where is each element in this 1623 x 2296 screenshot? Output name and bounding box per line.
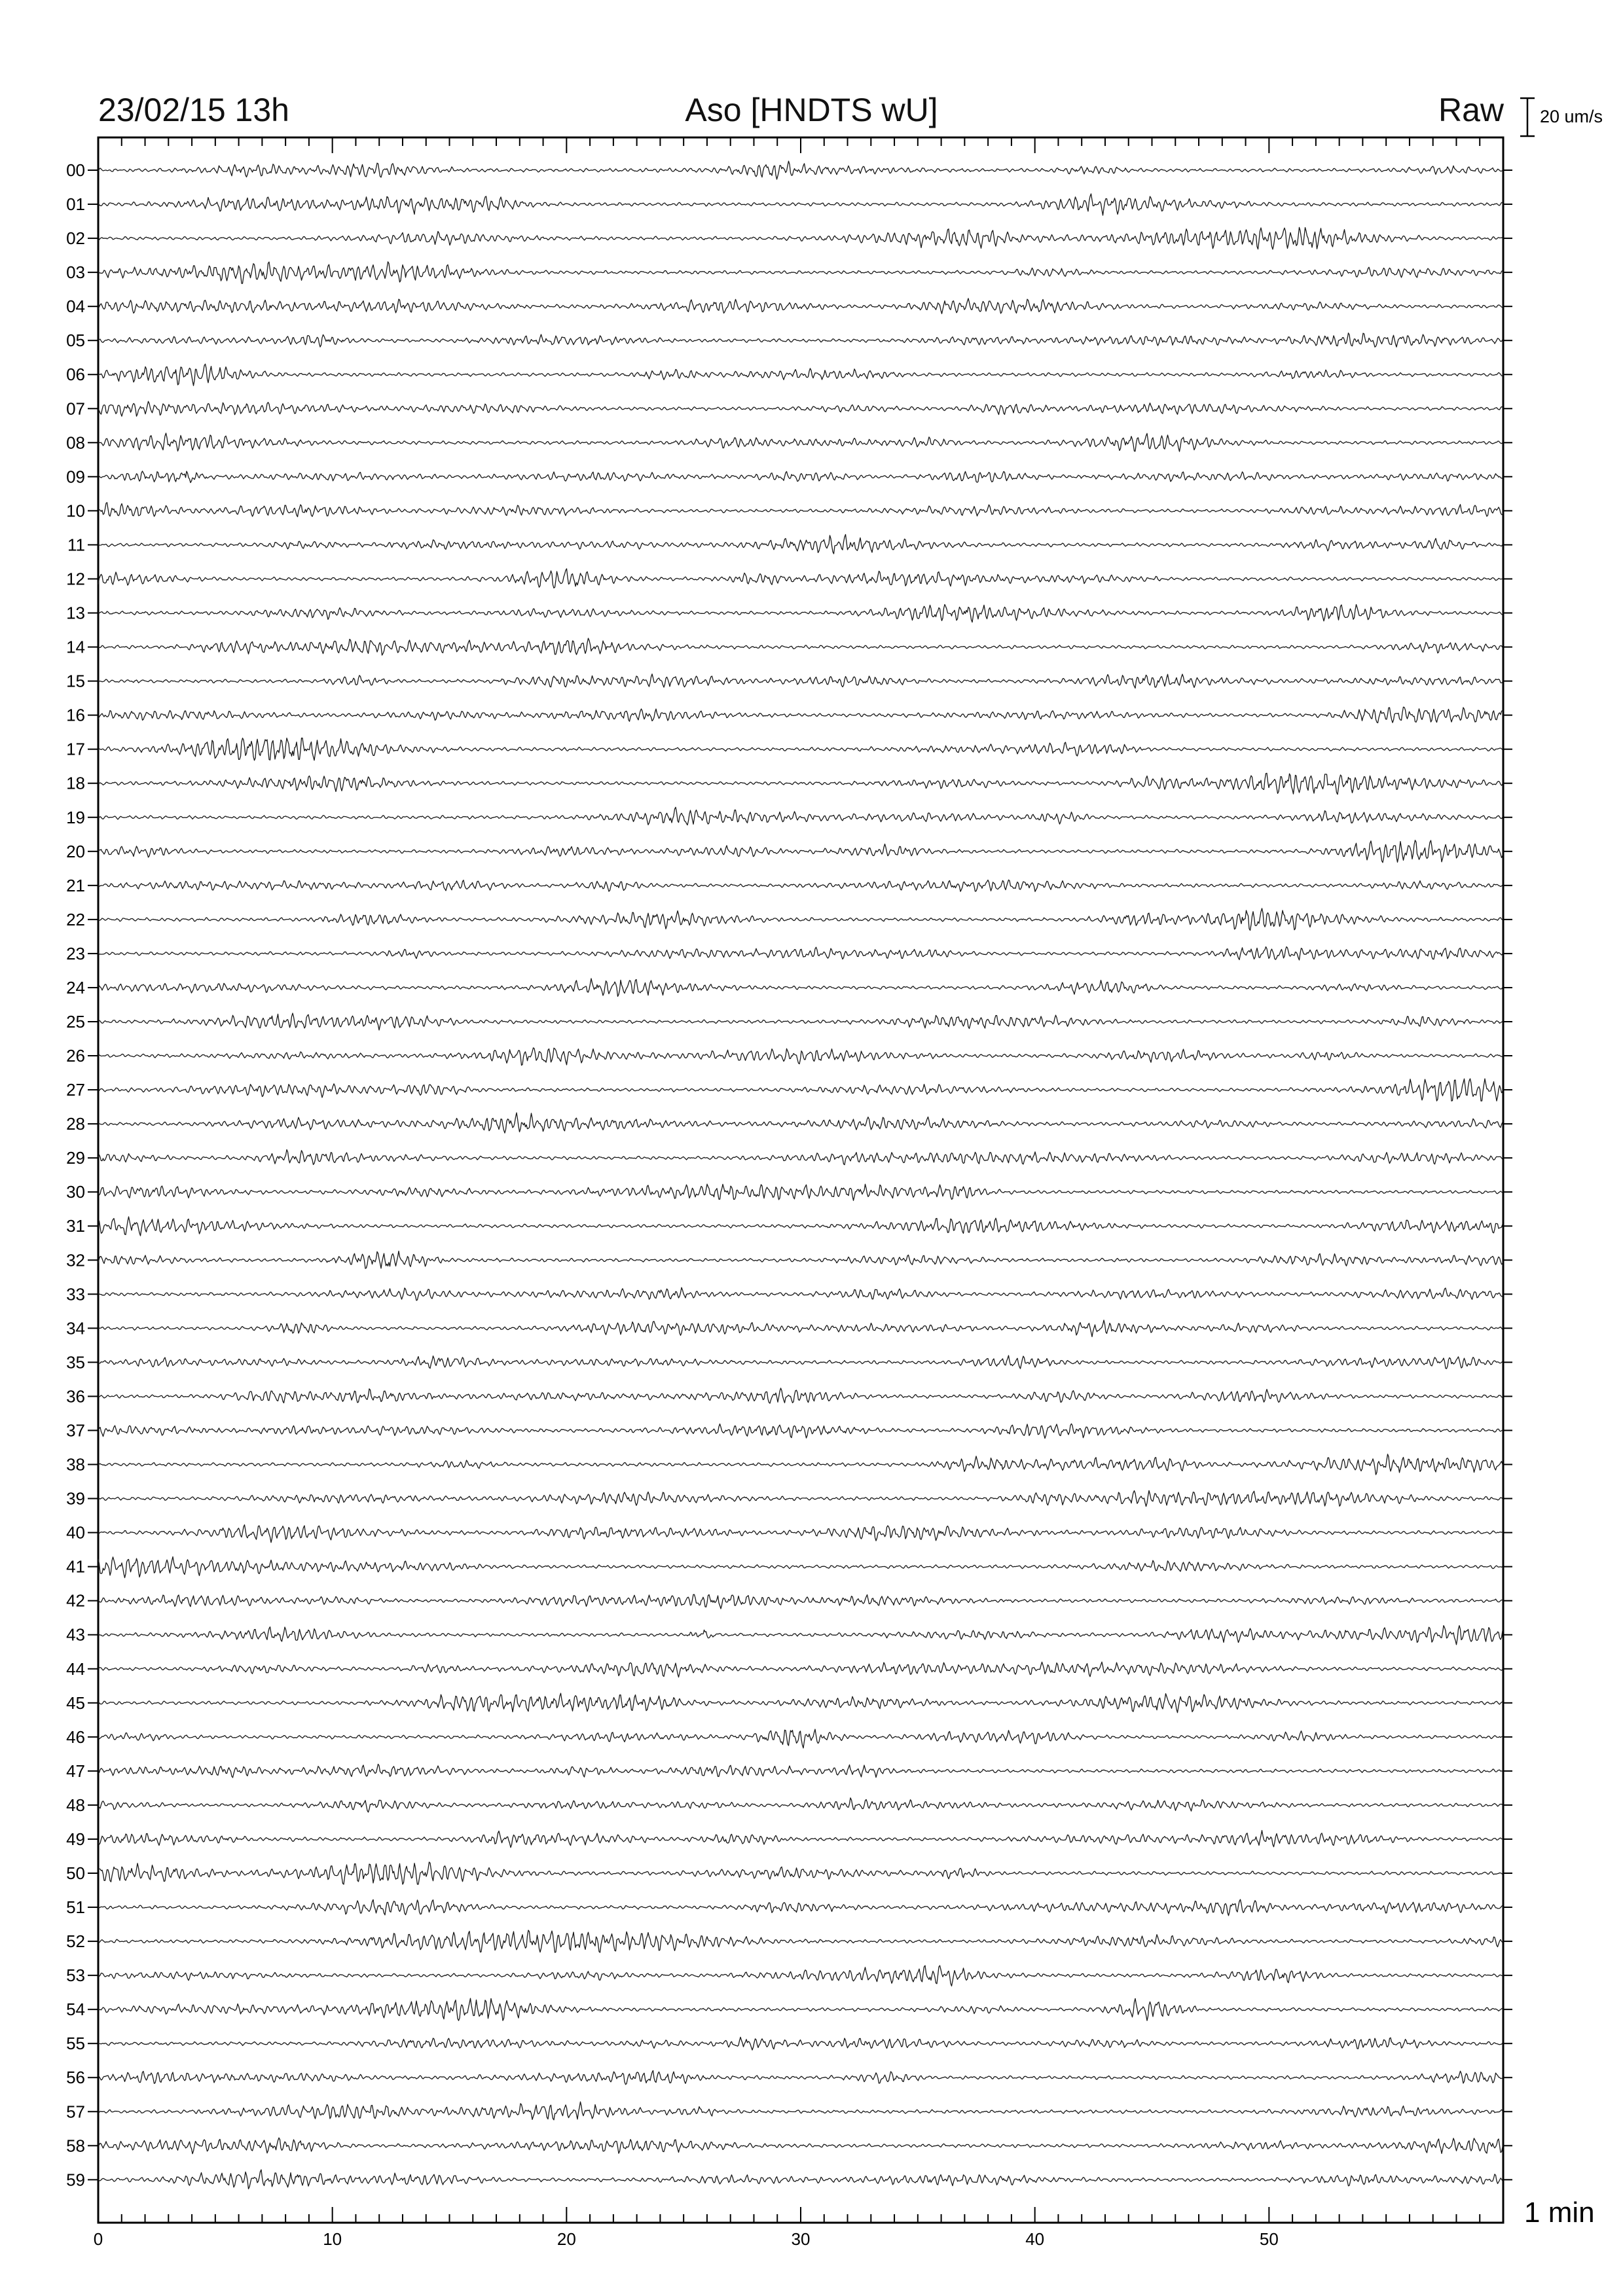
seismic-trace-05: [98, 333, 1503, 347]
row-label: 54: [66, 2000, 85, 2020]
row-label: 38: [66, 1454, 85, 1475]
seismic-trace-12: [98, 569, 1503, 588]
row-label: 13: [66, 603, 85, 623]
row-label: 19: [66, 807, 85, 827]
row-label: 36: [66, 1386, 85, 1407]
seismic-trace-06: [98, 364, 1503, 386]
seismic-trace-17: [98, 738, 1503, 761]
row-label: 45: [66, 1693, 85, 1713]
seismic-trace-27: [98, 1079, 1503, 1101]
row-label: 53: [66, 1965, 85, 1986]
seismic-trace-45: [98, 1693, 1503, 1713]
x-axis-ticks: [98, 137, 1503, 2223]
row-label: 57: [66, 2102, 85, 2122]
x-axis-unit-label: 1 min: [1524, 2197, 1595, 2229]
row-label: 06: [66, 365, 85, 385]
seismic-trace-57: [98, 2102, 1503, 2120]
seismic-trace-11: [98, 535, 1503, 554]
row-label: 11: [67, 535, 85, 555]
row-label: 52: [66, 1931, 85, 1952]
row-label: 31: [66, 1216, 85, 1236]
row-label: 10: [66, 501, 85, 521]
row-label: 08: [66, 433, 85, 453]
row-label: 55: [66, 2034, 85, 2054]
seismic-trace-55: [98, 2037, 1503, 2051]
row-label: 59: [66, 2170, 85, 2190]
seismic-trace-52: [98, 1930, 1503, 1952]
seismic-trace-54: [98, 1998, 1503, 2020]
row-label: 41: [66, 1556, 85, 1577]
seismic-trace-42: [98, 1594, 1503, 1609]
seismic-trace-08: [98, 433, 1503, 452]
seismic-trace-09: [98, 471, 1503, 483]
row-label: 00: [66, 160, 85, 180]
seismic-trace-48: [98, 1798, 1503, 1812]
row-label: 33: [66, 1284, 85, 1304]
x-tick-label: 40: [1025, 2229, 1045, 2249]
seismic-trace-00: [98, 161, 1503, 179]
row-label: 29: [66, 1148, 85, 1168]
row-labels: [66, 160, 1512, 2189]
row-label: 05: [66, 331, 85, 351]
row-label: 09: [66, 467, 85, 487]
row-label: 21: [66, 875, 85, 895]
plot-station-title: Aso [HNDTS wU]: [685, 92, 938, 128]
row-label: 14: [66, 637, 85, 657]
seismic-trace-15: [98, 674, 1503, 689]
seismic-trace-39: [98, 1490, 1503, 1506]
row-label: 20: [66, 841, 85, 861]
seismic-trace-16: [98, 707, 1503, 723]
row-label: 07: [66, 399, 85, 419]
seismic-trace-13: [98, 605, 1503, 622]
seismic-trace-35: [98, 1355, 1503, 1369]
seismic-trace-34: [98, 1320, 1503, 1336]
seismic-trace-49: [98, 1831, 1503, 1848]
seismic-trace-50: [98, 1862, 1503, 1884]
row-label: 43: [66, 1624, 85, 1645]
x-tick-label: 20: [556, 2229, 576, 2249]
row-label: 42: [66, 1590, 85, 1611]
row-label: 18: [66, 773, 85, 793]
x-tick-label: 0: [93, 2229, 103, 2249]
seismic-trace-22: [98, 908, 1503, 931]
seismic-trace-44: [98, 1662, 1503, 1677]
seismic-trace-56: [98, 2071, 1503, 2085]
row-label: 58: [66, 2136, 85, 2156]
row-label: 50: [66, 1863, 85, 1883]
seismic-trace-31: [98, 1217, 1503, 1236]
x-axis-tick-labels: [94, 2229, 1279, 2249]
seismic-trace-02: [98, 227, 1503, 249]
seismic-trace-59: [98, 2170, 1503, 2189]
x-tick-label: 10: [323, 2229, 342, 2249]
row-label: 32: [66, 1250, 85, 1270]
plot-frame: [98, 137, 1503, 2223]
seismic-trace-37: [98, 1424, 1503, 1438]
row-label: 03: [66, 262, 85, 283]
row-label: 49: [66, 1829, 85, 1849]
seismic-trace-41: [98, 1557, 1503, 1578]
seismic-trace-47: [98, 1764, 1503, 1778]
x-tick-label: 50: [1259, 2229, 1279, 2249]
amplitude-scale-bar: [1520, 98, 1535, 136]
seismic-trace-10: [98, 503, 1503, 517]
amplitude-scale-label: 20 um/s: [1540, 107, 1603, 126]
row-label: 40: [66, 1522, 85, 1543]
seismic-trace-24: [98, 978, 1503, 996]
row-label: 04: [66, 296, 85, 317]
row-label: 35: [66, 1352, 85, 1372]
seismic-trace-25: [98, 1013, 1503, 1030]
seismic-trace-21: [98, 880, 1503, 891]
row-label: 17: [66, 739, 85, 759]
seismic-trace-04: [98, 298, 1503, 314]
seismic-trace-23: [98, 947, 1503, 960]
row-label: 30: [66, 1182, 85, 1202]
seismic-trace-19: [98, 807, 1503, 825]
seismic-trace-32: [98, 1251, 1503, 1269]
row-label: 44: [66, 1659, 85, 1679]
row-label: 02: [66, 228, 85, 249]
seismic-trace-53: [98, 1965, 1503, 1986]
seismic-trace-07: [98, 401, 1503, 416]
row-label: 51: [66, 1897, 85, 1918]
seismic-trace-03: [98, 262, 1503, 283]
row-label: 15: [66, 671, 85, 691]
row-label: 16: [66, 705, 85, 725]
seismic-trace-20: [98, 840, 1503, 863]
seismic-trace-51: [98, 1899, 1503, 1916]
row-label: 28: [66, 1114, 85, 1134]
row-label: 25: [66, 1012, 85, 1031]
seismic-trace-46: [98, 1729, 1503, 1748]
row-label: 27: [66, 1080, 85, 1100]
seismic-trace-29: [98, 1150, 1503, 1165]
seismic-trace-36: [98, 1388, 1503, 1403]
seismic-trace-01: [98, 194, 1503, 215]
seismic-traces: [98, 161, 1503, 2189]
row-label: 56: [66, 2068, 85, 2088]
plot-date-hour: 23/02/15 13h: [98, 92, 289, 128]
row-label: 34: [66, 1318, 85, 1338]
row-label: 48: [66, 1795, 85, 1815]
row-label: 12: [66, 569, 85, 589]
seismic-trace-26: [98, 1048, 1503, 1066]
seismic-trace-28: [98, 1113, 1503, 1133]
row-label: 01: [66, 194, 85, 215]
row-label: 24: [66, 977, 85, 997]
seismic-trace-33: [98, 1287, 1503, 1300]
seismic-trace-30: [98, 1184, 1503, 1200]
plot-mode-label: Raw: [1438, 92, 1504, 128]
seismic-trace-38: [98, 1454, 1503, 1475]
seismic-trace-14: [98, 638, 1503, 655]
row-label: 22: [66, 909, 85, 929]
row-label: 46: [66, 1727, 85, 1747]
x-tick-label: 30: [791, 2229, 811, 2249]
row-label: 39: [66, 1488, 85, 1509]
seismic-trace-18: [98, 773, 1503, 794]
seismic-trace-58: [98, 2138, 1503, 2153]
row-label: 37: [66, 1420, 85, 1441]
row-label: 23: [66, 943, 85, 963]
seismic-trace-43: [98, 1626, 1503, 1645]
seismic-trace-40: [98, 1525, 1503, 1543]
row-label: 47: [66, 1761, 85, 1781]
row-label: 26: [66, 1046, 85, 1066]
